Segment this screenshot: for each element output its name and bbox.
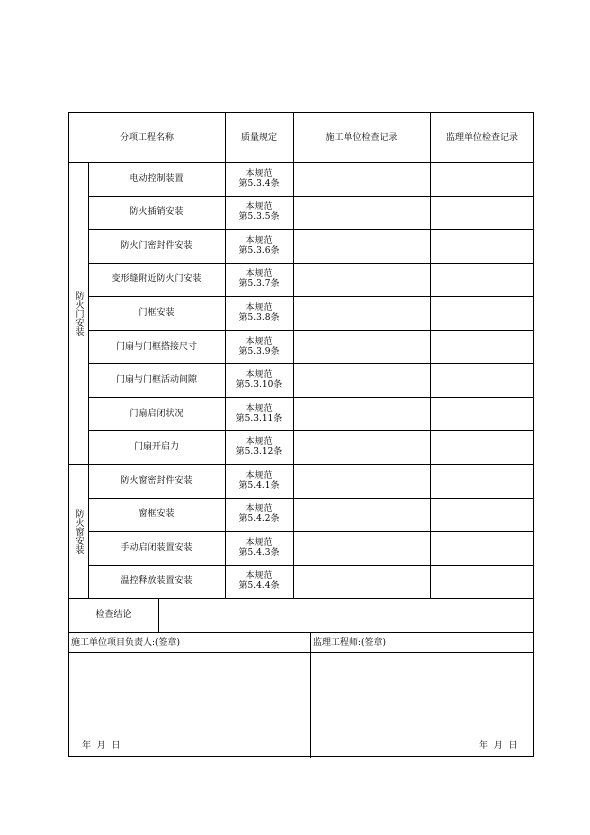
contractor-record-cell[interactable] <box>293 196 430 230</box>
rule-conclusion-split <box>158 598 159 632</box>
standard-ref: 本规范 <box>245 235 273 246</box>
item-name: 门扇与门框活动间隙 <box>115 375 197 386</box>
row-rule <box>88 464 534 465</box>
standard-clause: 第5.3.9条 <box>238 346 280 357</box>
item-name: 门扇启闭状况 <box>129 408 184 419</box>
standard-ref: 本规范 <box>245 370 273 381</box>
item-name: 手动启闭装置安装 <box>120 542 193 553</box>
item-name: 防火窗密封件安装 <box>120 475 193 486</box>
supervisor-record-cell[interactable] <box>430 498 534 532</box>
standard-clause: 第5.3.5条 <box>238 212 280 223</box>
item-name: 窗框安装 <box>138 509 175 520</box>
supervisor-record-cell[interactable] <box>430 363 534 397</box>
rule-sign-header <box>69 652 534 653</box>
row-rule <box>88 531 534 532</box>
item-standard <box>225 330 293 364</box>
item-standard <box>225 498 293 532</box>
header-supervisor-record: 监理单位检查记录 <box>445 132 518 143</box>
standard-clause: 第5.3.11条 <box>235 413 283 424</box>
item-name: 门扇开启力 <box>133 442 179 453</box>
contractor-record-cell[interactable] <box>293 263 430 297</box>
standard-ref: 本规范 <box>245 336 273 347</box>
standard-ref: 本规范 <box>245 470 273 481</box>
contractor-date: 年 月 日 <box>82 741 121 751</box>
item-standard <box>225 531 293 565</box>
supervisor-sign-label: 监理工程师:(签章) <box>313 638 387 648</box>
standard-clause: 第5.3.6条 <box>238 245 280 256</box>
item-standard <box>225 296 293 330</box>
row-rule <box>88 330 534 331</box>
standard-ref: 本规范 <box>245 168 273 179</box>
supervisor-record-cell[interactable] <box>430 196 534 230</box>
item-standard <box>225 229 293 263</box>
standard-clause: 第5.3.12条 <box>235 447 283 458</box>
item-name: 防火插销安装 <box>129 207 184 218</box>
item-standard <box>225 430 293 464</box>
rule-conclusion-top <box>69 598 534 599</box>
standard-clause: 第5.4.4条 <box>238 581 280 592</box>
rule-group-split <box>69 464 89 465</box>
standard-clause: 第5.3.7条 <box>238 279 280 290</box>
item-name: 温控释放装置安装 <box>120 576 193 587</box>
supervisor-record-cell[interactable] <box>430 397 534 431</box>
contractor-record-cell[interactable] <box>293 565 430 599</box>
header-item-name: 分项工程名称 <box>119 132 174 143</box>
supervisor-record-cell[interactable] <box>430 531 534 565</box>
item-standard <box>225 464 293 498</box>
standard-ref: 本规范 <box>245 302 273 313</box>
group-label-fire-window: 防火窗安装 <box>73 508 84 554</box>
item-standard <box>225 397 293 431</box>
standard-ref: 本规范 <box>245 537 273 548</box>
standard-clause: 第5.3.8条 <box>238 312 280 323</box>
standard-clause: 第5.4.3条 <box>238 547 280 558</box>
standard-clause: 第5.4.1条 <box>238 480 280 491</box>
header-quality-standard: 质量规定 <box>240 132 277 143</box>
item-standard <box>225 196 293 230</box>
contractor-record-cell[interactable] <box>293 363 430 397</box>
standard-clause: 第5.3.4条 <box>238 178 280 189</box>
standard-clause: 第5.4.2条 <box>238 514 280 525</box>
item-standard <box>225 263 293 297</box>
item-standard <box>225 363 293 397</box>
standard-ref: 本规范 <box>245 202 273 213</box>
row-rule <box>88 263 534 264</box>
row-rule <box>88 296 534 297</box>
row-rule <box>88 430 534 431</box>
item-name: 门扇与门框搭接尺寸 <box>115 341 197 352</box>
supervisor-record-cell[interactable] <box>430 330 534 364</box>
supervisor-date: 年 月 日 <box>479 741 518 751</box>
contractor-record-cell[interactable] <box>293 464 430 498</box>
contractor-record-cell[interactable] <box>293 397 430 431</box>
contractor-record-cell[interactable] <box>293 330 430 364</box>
rule-conclusion-bottom <box>69 632 534 633</box>
contractor-record-cell[interactable] <box>293 162 430 196</box>
supervisor-record-cell[interactable] <box>430 263 534 297</box>
item-standard <box>225 162 293 196</box>
supervisor-record-cell[interactable] <box>430 430 534 464</box>
conclusion-field[interactable] <box>158 598 534 632</box>
item-name: 电动控制装置 <box>129 173 184 184</box>
group-label-fire-door: 防火门安装 <box>73 290 84 336</box>
row-rule <box>88 196 534 197</box>
contractor-record-cell[interactable] <box>293 531 430 565</box>
item-name: 变形缝附近防火门安装 <box>111 274 202 285</box>
supervisor-record-cell[interactable] <box>430 464 534 498</box>
row-rule <box>88 565 534 566</box>
item-name: 防火门密封件安装 <box>120 240 193 251</box>
header-contractor-record: 施工单位检查记录 <box>325 132 398 143</box>
rule-sign-split <box>310 632 311 758</box>
item-name: 门框安装 <box>138 307 175 318</box>
row-rule <box>88 498 534 499</box>
supervisor-record-cell[interactable] <box>430 229 534 263</box>
supervisor-record-cell[interactable] <box>430 162 534 196</box>
conclusion-label: 检查结论 <box>95 610 132 620</box>
supervisor-record-cell[interactable] <box>430 565 534 599</box>
contractor-sign-label: 施工单位项目负责人:(签章) <box>71 638 181 648</box>
standard-ref: 本规范 <box>245 437 273 448</box>
supervisor-record-cell[interactable] <box>430 296 534 330</box>
contractor-record-cell[interactable] <box>293 430 430 464</box>
standard-ref: 本规范 <box>245 403 273 414</box>
inspection-form <box>68 112 534 757</box>
standard-ref: 本规范 <box>245 504 273 515</box>
row-rule <box>88 397 534 398</box>
standard-ref: 本规范 <box>245 571 273 582</box>
contractor-record-cell[interactable] <box>293 498 430 532</box>
contractor-record-cell[interactable] <box>293 229 430 263</box>
standard-clause: 第5.3.10条 <box>235 380 283 391</box>
standard-ref: 本规范 <box>245 269 273 280</box>
row-rule <box>88 229 534 230</box>
row-rule <box>88 363 534 364</box>
contractor-record-cell[interactable] <box>293 296 430 330</box>
item-standard <box>225 565 293 599</box>
